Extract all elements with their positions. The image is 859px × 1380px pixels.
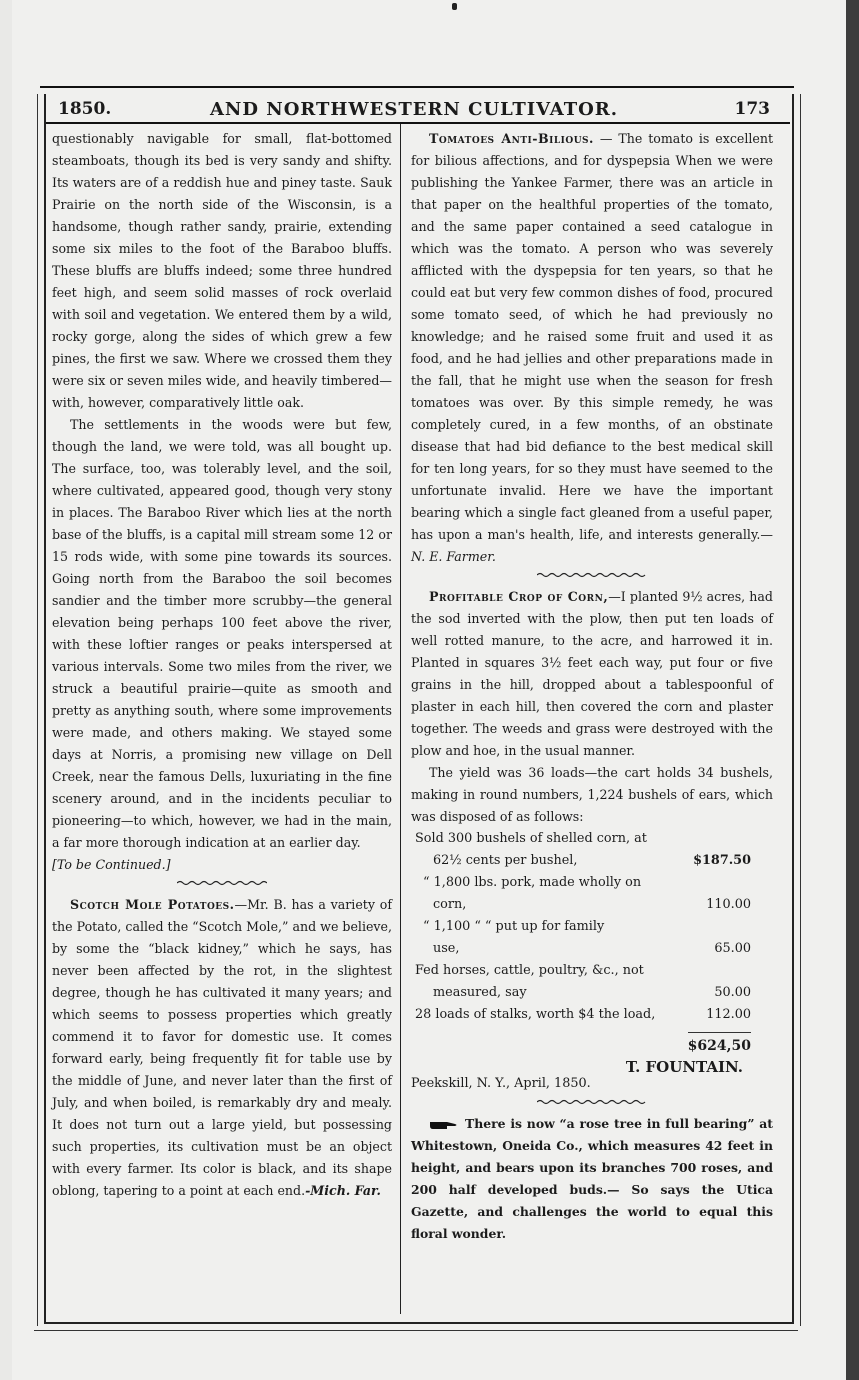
wavy-rule-icon	[537, 1099, 647, 1105]
sales-ledger	[411, 828, 773, 1056]
article-source: -Mich. Far.	[305, 1183, 381, 1198]
ledger-row: 28 loads of stalks, worth $4 the load, 112.00	[415, 1007, 751, 1022]
corn-yield: The yield was 36 loads—the cart holds 34 bushels, making in round numbers, 1,224 bushels of ears, which was disposed of as follows:	[411, 765, 773, 824]
article-body: —I planted 9½ acres, had the sod inverted with the plow, then put ten loads of well rotted manure, to the acre, and harrowed it in. Planted in squares 3½ feet each way, put four or five grains in the hill, dropped about a tablespoonful of plaster in each hill, then covered the corn and plaster together. The weeds and grass were destroyed with the plow and hoe, in the usual manner.	[411, 589, 773, 758]
ledger-row: “ 1,100 “ “ put up for family	[423, 919, 605, 934]
signature: T. FOUNTAIN.	[625, 1058, 743, 1076]
left-column	[52, 128, 392, 1202]
ledger-row: corn, 110.00	[433, 897, 751, 912]
ledger-row: Sold 300 bushels of shelled corn, at	[415, 831, 647, 846]
tomato-article	[411, 128, 773, 568]
article-body: — The tomato is excellent for bilious affections, and for dyspepsia When we were publishing the Yankee Farmer, there was an article in that paper on the healthful properties of the tomato, and the same paper contained a seed catalogue in which was the tomato. A person who was severely afflicted with the dyspepsia for ten years, so that he could eat but very few common dishes of food, procured some tomato seed, of which he had previously no knowledge; and he raised some fruit and used it as food, and he had jellies and other preparations made in the fall, that he might use when the season for fresh tomatoes was over. By this simple remedy, he was completely cured, in a few months, of an obstinate disease that had bid defiance to the best medical skill for ten long years, for so they must have seemed to the unfortunate invalid. Here we have the important bearing which a single fact gleaned from a useful paper, has upon a man's health, life, and interests generally.—	[411, 131, 774, 542]
ledger-row: “ 1,800 lbs. pork, made wholly on	[423, 875, 642, 890]
ledger-row: 62½ cents per bushel, $187.50	[433, 853, 751, 868]
header-rule-top	[40, 86, 794, 88]
article-heading: Scotch Mole Potatoes.	[70, 897, 235, 912]
pointing-hand-icon	[429, 1119, 459, 1131]
article-paragraph: questionably navigable for small, flat-bottomed steamboats, though its bed is very sandy and shifty. Its waters are of a reddish hue and piney taste. Sauk Prairie on the north side of the Wisconsin, is a handsome, though rather sandy, prairie, extending some six miles to the foot of the Baraboo bluffs. These bluffs are bluffs indeed; some three hundred feet high, and seem solid masses of rock overlaid with soil and vegetation. We entered them by a wild, rocky gorge, along the sides of which grew a few pines, the first we saw. Where we crossed them they were six or seven miles wide, and heavily timbered—with, however, comparatively little oak.	[52, 131, 392, 410]
place-date: Peekskill, N. Y., April, 1850.	[411, 1076, 591, 1091]
article-heading: Tomatoes Anti-Bilious.	[429, 131, 594, 146]
header-title: AND NORTHWESTERN CULTIVATOR.	[209, 99, 619, 120]
scotch-mole-article	[52, 894, 392, 1202]
wavy-rule-icon	[177, 880, 267, 886]
article-body: —Mr. B. has a variety of the Potato, called the “Scotch Mole,” and we believe, by some the “black kidney,” which he says, has never been affected by the rot, in the slightest degree, though he has cultivated it many years; and which seems to possess properties which greatly commend it to favor for domestic use. It comes forward early, being frequently fit for table use by the middle of June, and never later than the first of July, and when boiled, is remarkably dry and mealy. It does not turn out a large yield, but possessing such properties, its cultivation must be an object with every farmer. Its color is black, and its shape oblong, tapering to a point at each end.	[52, 897, 393, 1198]
ledger-row: Fed horses, cattle, poultry, &c., not	[415, 963, 644, 978]
ledger-row: measured, say 50.00	[433, 985, 751, 1000]
wavy-rule-icon	[537, 572, 647, 578]
rose-tree-notice	[411, 1113, 773, 1245]
notice-body: There is now “a rose tree in full bearing” at Whitestown, Oneida Co., which measures 42 feet in height, and bears upon its branches 700 roses, and 200 half developed buds.— So says the Utica Gazette, and challenges the world to equal this floral wonder.	[411, 1116, 773, 1241]
scan-edge	[846, 0, 859, 1380]
header-year: 1850.	[58, 99, 112, 119]
continued-note: [To be Continued.]	[52, 857, 171, 872]
corn-article	[411, 586, 773, 762]
article-paragraph: The settlements in the woods were but few, though the land, we were told, was all bought up. The surface, too, was tolerably level, and the soil, where cultivated, appeared good, though very stony in places. The Baraboo River which lies at the north base of the bluffs, is a capital mill stream some 12 or 15 rods wide, with some pine towards its sources. Going north from the Baraboo the soil becomes sandier and the timber more scrubby—the general elevation being perhaps 100 feet above the river, with these loftier ranges or peaks interspersed at various intervals. Some two miles from the river, we struck a beautiful prairie—quite as smooth and pretty as anything south, where some improvements were made, and others making. We stayed some days at Norris, a promising new village on Dell Creek, near the famous Dells, luxuriating in the fine scenery around, and in the incidents peculiar to pioneering—to which, however, we had in the main, a far more thorough indication at an earlier day.	[52, 417, 392, 850]
ledger-row: use, 65.00	[433, 941, 751, 956]
article-source: N. E. Farmer.	[411, 549, 496, 564]
right-column	[411, 128, 773, 1245]
article-heading: Profitable Crop of Corn,	[429, 589, 609, 604]
ink-speck	[452, 3, 457, 10]
ledger-total: $624,50	[411, 1032, 773, 1056]
page-number: 173	[734, 99, 770, 119]
footer-rule	[34, 1330, 798, 1331]
column-divider	[400, 124, 401, 1314]
